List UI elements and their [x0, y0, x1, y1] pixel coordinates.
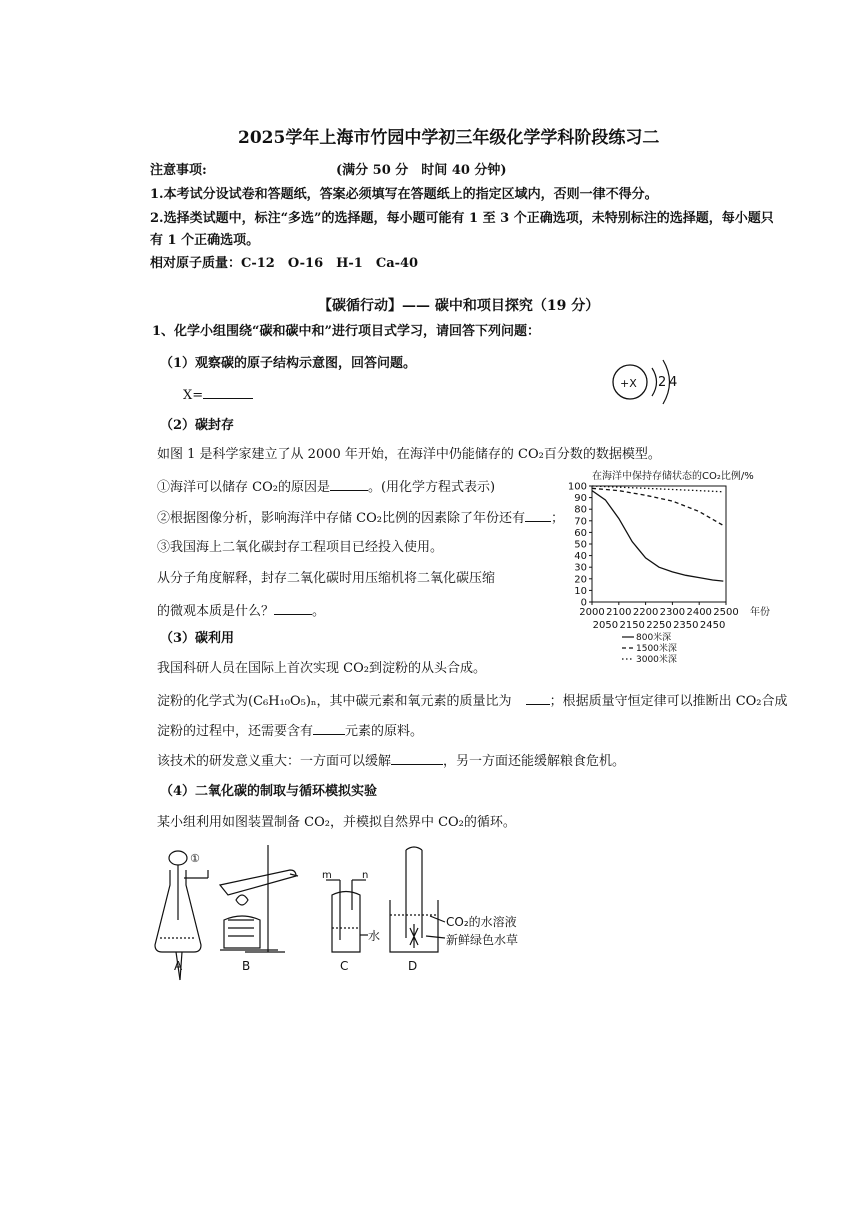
chart-title: 在海洋中保持存储状态的CO₂比例/% [592, 471, 754, 482]
series-line [592, 486, 723, 492]
notice-item-1: 1.本考试分设试卷和答题纸，答案必须填写在答题纸上的指定区域内，否则一律不得分。 [150, 187, 658, 202]
q3c-tail: 。 [312, 604, 326, 619]
text3b: 元素的原料。 [345, 724, 424, 739]
part-2-q3b: 从分子角度解释，封存二氧化碳时用压缩机将二氧化碳压缩 [157, 571, 496, 586]
x-axis-label: 年份 [750, 607, 770, 618]
apparatus-b [220, 845, 298, 952]
y-tick-label: 40 [574, 551, 587, 563]
x-tick-label: 2050 [592, 620, 619, 631]
legend-label: 3000米深 [636, 655, 677, 665]
part-2-label: （2）碳封存 [160, 418, 235, 433]
apparatus-d [390, 847, 445, 952]
legend-label: 1500米深 [636, 644, 677, 654]
answer-blank [525, 509, 551, 522]
x-tick-label: 2300 [659, 607, 686, 618]
text2b: ；根据质量守恒定律可以推断出 CO₂合成 [549, 694, 788, 709]
x-tick-label: 2450 [699, 620, 726, 631]
y-tick-label: 100 [567, 481, 587, 493]
label-n: n [362, 870, 369, 881]
x-tick-label: 2400 [686, 607, 712, 618]
x-tick-label: 2150 [619, 620, 645, 631]
text4b: ，另一方面还能缓解粮食危机。 [443, 754, 626, 769]
label-m: m [322, 870, 332, 881]
y-tick-label: 30 [574, 562, 587, 574]
part-3-text-3 [157, 722, 423, 740]
electron-shell-1-count: 2 [658, 375, 667, 390]
part-2-q3c [157, 602, 325, 620]
x-tick-label: 2500 [713, 607, 739, 618]
text3a: 淀粉的过程中，还需要含有 [157, 724, 314, 739]
y-tick-label: 60 [574, 527, 587, 539]
funnel-bulb [169, 851, 187, 865]
label-b: B [242, 959, 251, 973]
question-1-intro: 1、化学小组围绕“碳和碳中和”进行项目式学习，请回答下列问题： [152, 324, 541, 339]
label-circle-one: ① [190, 852, 200, 865]
exam-meta: (满分 50 分 时间 40 分钟) [336, 163, 507, 178]
label-a: A [174, 959, 183, 973]
part-4-label: （4）二氧化碳的制取与循环模拟实验 [160, 784, 378, 799]
gas-bottle [332, 892, 360, 953]
label-water: 水 [368, 929, 381, 943]
legend-label: 800米深 [636, 633, 672, 643]
x-tick-label: 2350 [673, 620, 699, 631]
x-tick-label: 2250 [646, 620, 672, 631]
apparatus-diagram [150, 840, 550, 990]
part-3-text-1: 我国科研人员在国际上首次实现 CO₂到淀粉的从头合成。 [157, 661, 486, 676]
part-4-text: 某小组利用如图装置制备 CO₂，并模拟自然界中 CO₂的循环。 [157, 815, 516, 830]
y-tick-label: 70 [574, 516, 587, 528]
text2a: 淀粉的化学式为(C₆H₁₀O₅)ₙ，其中碳元素和氧元素的质量比为 [157, 694, 512, 709]
part-2-q3: ③我国海上二氧化碳封存工程项目已经投入使用。 [157, 540, 444, 555]
y-tick-label: 0 [580, 597, 587, 609]
electron-shell-2-count: 4 [669, 375, 678, 390]
x-tick-label: 2100 [606, 607, 632, 618]
section-heading: 【碳循行动】—— 碳中和项目探究（19 分） [318, 298, 600, 314]
carbon-atom-diagram [606, 352, 696, 412]
y-tick-label: 90 [574, 493, 587, 505]
atomic-mass-line: 相对原子质量：C-12 O-16 H-1 Ca-40 [150, 256, 419, 271]
x-label: X= [183, 388, 204, 403]
label-co2-solution: CO₂的水溶液 [446, 915, 517, 929]
notice-item-2-cont: 有 1 个正确选项。 [150, 233, 260, 248]
label-c: C [340, 959, 349, 973]
x-tick-label: 2200 [632, 607, 659, 618]
notice-label: 注意事项: [150, 163, 207, 178]
answer-blank [526, 692, 550, 705]
part-3-label: （3）碳利用 [160, 631, 235, 646]
part-2-text: 如图 1 是科学家建立了从 2000 年开始，在海洋中仍能储存的 CO₂百分数的数据模型。 [157, 447, 661, 462]
part-1-label: （1）观察碳的原子结构示意图，回答问题。 [160, 356, 417, 371]
part-2-q1 [157, 478, 495, 496]
q1-text: ①海洋可以储存 CO₂的原因是 [157, 480, 330, 495]
plot-frame [592, 486, 726, 602]
page-title: 2025学年上海市竹园中学初三年级化学学科阶段练习二 [238, 128, 660, 148]
answer-blank [274, 602, 312, 615]
q2-tail: ； [550, 511, 564, 526]
part-3-text-2 [157, 692, 788, 710]
y-tick-label: 10 [574, 585, 587, 597]
part-2-q2 [157, 509, 564, 527]
nucleus-charge: +X [620, 377, 637, 390]
y-tick-label: 80 [574, 504, 587, 516]
x-tick-label: 2000 [579, 607, 605, 618]
answer-blank [313, 722, 345, 735]
answer-blank [330, 478, 368, 491]
label-plant: 新鲜绿色水草 [446, 933, 519, 947]
y-tick-label: 50 [574, 539, 587, 551]
q1-tail: 。(用化学方程式表示) [367, 480, 496, 495]
alcohol-lamp [224, 916, 260, 948]
y-tick-label: 20 [574, 574, 587, 586]
series-line [592, 491, 723, 581]
series-line [592, 488, 723, 525]
apparatus-c [326, 880, 368, 952]
text4a: 该技术的研发意义重大：一方面可以缓解 [157, 754, 392, 769]
co2-storage-chart [560, 466, 780, 676]
notice-item-2: 2.选择类试题中，标注“多选”的选择题，每小题可能有 1 至 3 个正确选项，未特别标注的选择题，每小题只 [150, 211, 774, 226]
answer-blank [391, 752, 443, 765]
electron-shell-1-arc [652, 368, 657, 396]
label-d: D [408, 959, 418, 973]
x-answer-line [183, 386, 253, 404]
water-plant [410, 924, 418, 948]
answer-blank [203, 386, 253, 399]
q3c-text: 的微观本质是什么？ [157, 604, 275, 619]
q2-text: ②根据图像分析，影响海洋中存储 CO₂比例的因素除了年份还有 [157, 511, 525, 526]
test-tube [220, 870, 296, 895]
part-3-text-4 [157, 752, 625, 770]
